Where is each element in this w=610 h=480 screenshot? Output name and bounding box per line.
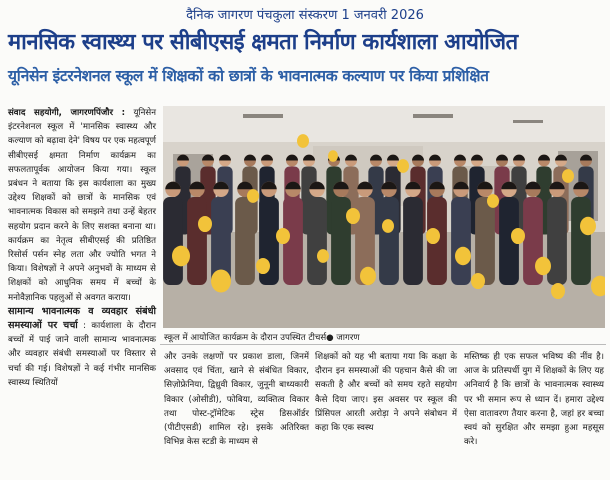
balloon	[397, 159, 409, 173]
balloon	[211, 270, 231, 293]
dateline: संवाद सहयोगी, जागरणपिंजौर :	[8, 108, 126, 118]
balloon	[198, 216, 212, 232]
article-paragraph-1: यूनिसेन इंटरनेशनल स्कूल में 'मानसिक स्वास्थ्य और कल्याण को बढ़ावा देने' विषय पर एक महत्वपूर्ण सीबीएसई क्षमता निर्माण कार्यक्रम का सफलतापूर्वक आयोजन किया गया। स्कूल प्रबंधन ने बताया कि इस कार्यशाला का मुख्य उद्देश्य शिक्षकों को छात्रों के मानसिक एवं भावनात्मक विकास को समझने तथा उन्हें बेहतर सहयोग प्रदान करने के लिए सशक्त बनाना था। कार्यक्रम का नेतृत्व सीबीएसई की प्रतिष्ठित रिसोर्स पर्सन स्नेह लता और ज्योति भगत ने किया। विशेषज्ञों ने अपने अनुभवों के माध्यम से शिक्षकों को आधुनिक समय में बच्चों के मनोवैज्ञानिक पहलुओं से अवगत कराया।	[8, 108, 156, 303]
photo-caption: स्कूल में आयोजित कार्यक्रम के दौरान उपस्थित टीचर्स● जागरण	[164, 333, 360, 343]
article-paragraph-3: और उनके लक्षणों पर प्रकाश डाला, जिनमें अवसाद एवं चिंता, खाने से संबंधित विकार, सिज़ोफ्रेनिया, द्विध्रुवी विकार, जुनूनी बाध्यकारी विकार (ओसीडी), फोबिया, व्यक्तित्व विकार तथा पोस्ट-ट्रॉमेटिक स्ट्रेस डिसऑर्डर (पीटीएसडी) शामिल रहे। इसके अतिरिक्त विभिन्न केस स्टडी के माध्यम से	[164, 352, 309, 448]
balloon	[256, 258, 270, 274]
balloon	[276, 228, 290, 244]
edition-line: दैनिक जागरण पंचकुला संस्करण 1 जनवरी 2026	[186, 8, 424, 23]
article-paragraph-2: : कार्यशाला के दौरान बच्चों में पाई जाने वाली सामान्य भावनात्मक और व्यवहार संबंधी समस्याओं पर विस्तार से चर्चा की गई। विशेषज्ञों ने कई गंभीर मानसिक स्वास्थ्य स्थितियों	[8, 321, 156, 388]
balloon	[580, 217, 596, 235]
balloon	[487, 194, 499, 208]
balloon	[471, 273, 485, 289]
balloon	[346, 208, 360, 224]
article-paragraph-4: शिक्षकों को यह भी बताया गया कि कक्षा के दौरान इन समस्याओं की पहचान कैसे की जा सकती है और बच्चों को समय रहते सहयोग कैसे दिया जाए। इस अवसर पर स्कूल की प्रिंसिपल आरती अरोड़ा ने अपने संबोधन में कहा कि एक स्वस्थ	[315, 352, 457, 434]
balloon	[426, 228, 440, 244]
balloon	[360, 267, 376, 285]
balloon	[455, 247, 471, 265]
article-paragraph-5: मस्तिष्क ही एक सफल भविष्य की नींव है। आज के प्रतिस्पर्धी युग में शिक्षकों के लिए यह अनिवार्य है कि छात्रों के भावनात्मक स्वास्थ्य पर भी समान रूप से ध्यान दें। हमारा उद्देश्य ऐसा वातावरण तैयार करना है, जहां हर बच्चा स्वयं को सुरक्षित और समझा हुआ महसूस करे।	[464, 352, 604, 448]
subheadline: यूनिसेन इंटरनेशनल स्कूल में शिक्षकों को छात्रों के भावनात्मक कल्याण पर किया प्रशिक्षित	[8, 67, 489, 85]
balloon	[328, 150, 338, 162]
article-column-2	[164, 350, 309, 449]
balloon	[551, 283, 565, 299]
balloon	[297, 134, 309, 148]
balloon	[511, 228, 525, 244]
balloon	[247, 189, 259, 203]
balloon	[172, 246, 190, 267]
balloon	[317, 249, 329, 263]
article-column-4	[464, 350, 604, 449]
balloon	[562, 169, 574, 183]
balloon	[535, 257, 551, 275]
headline: मानसिक स्वास्थ्य पर सीबीएसई क्षमता निर्माण कार्यशाला आयोजित	[8, 30, 518, 55]
article-column-3	[315, 350, 457, 435]
divider	[160, 344, 606, 345]
section-heading: सामान्य भावनात्मक व व्यवहार संबंधी समस्याओं पर चर्चा	[8, 305, 156, 332]
article-column-1	[8, 106, 156, 390]
group-photo	[163, 106, 605, 328]
balloon	[382, 219, 394, 233]
